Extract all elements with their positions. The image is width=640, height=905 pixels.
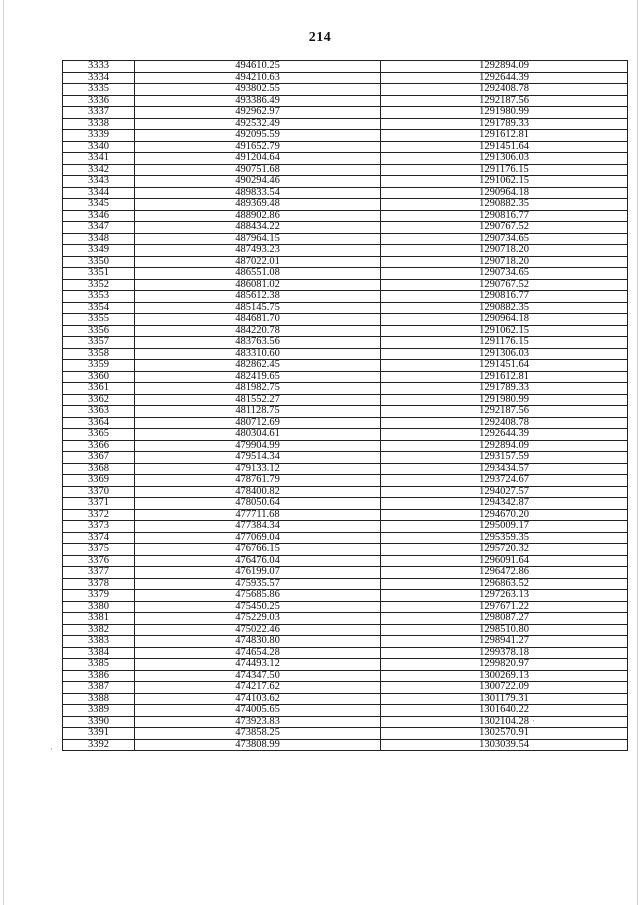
y-coordinate-cell: 1297671.22 xyxy=(381,601,628,613)
scan-speck: · xyxy=(50,744,53,754)
x-coordinate-cell: 492962.97 xyxy=(135,107,381,119)
table-row xyxy=(63,429,628,441)
y-coordinate-cell: 1299378.18 xyxy=(381,647,628,659)
point-number-cell: 3376 xyxy=(63,555,135,567)
scan-speck: · xyxy=(532,716,535,726)
point-number-cell: 3385 xyxy=(63,659,135,671)
point-number-cell: 3379 xyxy=(63,590,135,602)
point-number-cell: 3333 xyxy=(63,61,135,73)
point-number-cell: 3349 xyxy=(63,245,135,257)
table-row xyxy=(63,590,628,602)
x-coordinate-cell: 478761.79 xyxy=(135,475,381,487)
scan-edge-left xyxy=(3,0,4,905)
x-coordinate-cell: 476476.04 xyxy=(135,555,381,567)
y-coordinate-cell: 1291789.33 xyxy=(381,118,628,130)
point-number-cell: 3382 xyxy=(63,624,135,636)
point-number-cell: 3350 xyxy=(63,256,135,268)
table-row xyxy=(63,475,628,487)
x-coordinate-cell: 490751.68 xyxy=(135,164,381,176)
y-coordinate-cell: 1301179.31 xyxy=(381,693,628,705)
point-number-cell: 3354 xyxy=(63,302,135,314)
x-coordinate-cell: 473858.25 xyxy=(135,728,381,740)
y-coordinate-cell: 1291176.15 xyxy=(381,164,628,176)
x-coordinate-cell: 481982.75 xyxy=(135,383,381,395)
table-row xyxy=(63,371,628,383)
y-coordinate-cell: 1293434.57 xyxy=(381,463,628,475)
table-row xyxy=(63,417,628,429)
point-number-cell: 3361 xyxy=(63,383,135,395)
table-row xyxy=(63,440,628,452)
x-coordinate-cell: 479904.99 xyxy=(135,440,381,452)
point-number-cell: 3347 xyxy=(63,222,135,234)
coordinates-table-body xyxy=(63,61,628,751)
y-coordinate-cell: 1298941.27 xyxy=(381,636,628,648)
x-coordinate-cell: 493386.49 xyxy=(135,95,381,107)
point-number-cell: 3335 xyxy=(63,84,135,96)
x-coordinate-cell: 491204.64 xyxy=(135,153,381,165)
y-coordinate-cell: 1295009.17 xyxy=(381,521,628,533)
x-coordinate-cell: 492095.59 xyxy=(135,130,381,142)
point-number-cell: 3384 xyxy=(63,647,135,659)
y-coordinate-cell: 1292894.09 xyxy=(381,61,628,73)
table-row xyxy=(63,360,628,372)
x-coordinate-cell: 481552.27 xyxy=(135,394,381,406)
point-number-cell: 3391 xyxy=(63,728,135,740)
y-coordinate-cell: 1290718.20 xyxy=(381,256,628,268)
y-coordinate-cell: 1299820.97 xyxy=(381,659,628,671)
point-number-cell: 3338 xyxy=(63,118,135,130)
y-coordinate-cell: 1292187.56 xyxy=(381,406,628,418)
point-number-cell: 3356 xyxy=(63,325,135,337)
point-number-cell: 3370 xyxy=(63,486,135,498)
y-coordinate-cell: 1290964.18 xyxy=(381,314,628,326)
x-coordinate-cell: 474493.12 xyxy=(135,659,381,671)
y-coordinate-cell: 1291176.15 xyxy=(381,337,628,349)
coordinates-table xyxy=(62,60,628,751)
point-number-cell: 3358 xyxy=(63,348,135,360)
table-row xyxy=(63,107,628,119)
y-coordinate-cell: 1291451.64 xyxy=(381,141,628,153)
y-coordinate-cell: 1290734.65 xyxy=(381,233,628,245)
point-number-cell: 3352 xyxy=(63,279,135,291)
table-row xyxy=(63,705,628,717)
y-coordinate-cell: 1290718.20 xyxy=(381,245,628,257)
y-coordinate-cell: 1296091.64 xyxy=(381,555,628,567)
x-coordinate-cell: 473808.99 xyxy=(135,739,381,751)
table-row xyxy=(63,532,628,544)
table-row xyxy=(63,509,628,521)
x-coordinate-cell: 486081.02 xyxy=(135,279,381,291)
point-number-cell: 3392 xyxy=(63,739,135,751)
x-coordinate-cell: 477711.68 xyxy=(135,509,381,521)
y-coordinate-cell: 1291612.81 xyxy=(381,371,628,383)
table-row xyxy=(63,601,628,613)
point-number-cell: 3387 xyxy=(63,682,135,694)
scan-edge-right xyxy=(637,0,638,905)
y-coordinate-cell: 1290816.77 xyxy=(381,210,628,222)
table-row xyxy=(63,210,628,222)
point-number-cell: 3371 xyxy=(63,498,135,510)
point-number-cell: 3340 xyxy=(63,141,135,153)
point-number-cell: 3362 xyxy=(63,394,135,406)
table-row xyxy=(63,521,628,533)
point-number-cell: 3377 xyxy=(63,567,135,579)
table-row xyxy=(63,141,628,153)
table-row xyxy=(63,84,628,96)
y-coordinate-cell: 1292408.78 xyxy=(381,84,628,96)
point-number-cell: 3334 xyxy=(63,72,135,84)
table-row xyxy=(63,394,628,406)
x-coordinate-cell: 476199.07 xyxy=(135,567,381,579)
point-number-cell: 3375 xyxy=(63,544,135,556)
table-row xyxy=(63,670,628,682)
x-coordinate-cell: 492532.49 xyxy=(135,118,381,130)
point-number-cell: 3353 xyxy=(63,291,135,303)
x-coordinate-cell: 475229.03 xyxy=(135,613,381,625)
x-coordinate-cell: 484220.78 xyxy=(135,325,381,337)
x-coordinate-cell: 475450.25 xyxy=(135,601,381,613)
table-row xyxy=(63,72,628,84)
table-row xyxy=(63,222,628,234)
y-coordinate-cell: 1297263.13 xyxy=(381,590,628,602)
table-row xyxy=(63,682,628,694)
y-coordinate-cell: 1291980.99 xyxy=(381,394,628,406)
y-coordinate-cell: 1296863.52 xyxy=(381,578,628,590)
point-number-cell: 3357 xyxy=(63,337,135,349)
table-row xyxy=(63,544,628,556)
table-row xyxy=(63,383,628,395)
y-coordinate-cell: 1294342.87 xyxy=(381,498,628,510)
x-coordinate-cell: 487493.23 xyxy=(135,245,381,257)
table-row xyxy=(63,279,628,291)
point-number-cell: 3341 xyxy=(63,153,135,165)
x-coordinate-cell: 485145.75 xyxy=(135,302,381,314)
table-row xyxy=(63,233,628,245)
table-row xyxy=(63,348,628,360)
y-coordinate-cell: 1291451.64 xyxy=(381,360,628,372)
y-coordinate-cell: 1294670.20 xyxy=(381,509,628,521)
table-row xyxy=(63,624,628,636)
table-row xyxy=(63,693,628,705)
point-number-cell: 3355 xyxy=(63,314,135,326)
x-coordinate-cell: 494610.25 xyxy=(135,61,381,73)
x-coordinate-cell: 491652.79 xyxy=(135,141,381,153)
x-coordinate-cell: 473923.83 xyxy=(135,716,381,728)
y-coordinate-cell: 1290734.65 xyxy=(381,268,628,280)
x-coordinate-cell: 475935.57 xyxy=(135,578,381,590)
point-number-cell: 3337 xyxy=(63,107,135,119)
table-row xyxy=(63,291,628,303)
y-coordinate-cell: 1292187.56 xyxy=(381,95,628,107)
point-number-cell: 3364 xyxy=(63,417,135,429)
y-coordinate-cell: 1298510.80 xyxy=(381,624,628,636)
point-number-cell: 3373 xyxy=(63,521,135,533)
x-coordinate-cell: 475022.46 xyxy=(135,624,381,636)
table-row xyxy=(63,555,628,567)
point-number-cell: 3366 xyxy=(63,440,135,452)
y-coordinate-cell: 1301640.22 xyxy=(381,705,628,717)
table-row xyxy=(63,463,628,475)
point-number-cell: 3363 xyxy=(63,406,135,418)
y-coordinate-cell: 1295720.32 xyxy=(381,544,628,556)
y-coordinate-cell: 1298087.27 xyxy=(381,613,628,625)
y-coordinate-cell: 1291980.99 xyxy=(381,107,628,119)
x-coordinate-cell: 479133.12 xyxy=(135,463,381,475)
y-coordinate-cell: 1303039.54 xyxy=(381,739,628,751)
point-number-cell: 3343 xyxy=(63,176,135,188)
x-coordinate-cell: 494210.63 xyxy=(135,72,381,84)
x-coordinate-cell: 481128.75 xyxy=(135,406,381,418)
table-row xyxy=(63,314,628,326)
table-row xyxy=(63,61,628,73)
point-number-cell: 3365 xyxy=(63,429,135,441)
table-row xyxy=(63,268,628,280)
table-row xyxy=(63,716,628,728)
table-row xyxy=(63,130,628,142)
x-coordinate-cell: 487022.01 xyxy=(135,256,381,268)
page-number: 214 xyxy=(308,30,332,45)
x-coordinate-cell: 485612.38 xyxy=(135,291,381,303)
y-coordinate-cell: 1300269.13 xyxy=(381,670,628,682)
table-row xyxy=(63,256,628,268)
point-number-cell: 3351 xyxy=(63,268,135,280)
table-row xyxy=(63,187,628,199)
point-number-cell: 3342 xyxy=(63,164,135,176)
x-coordinate-cell: 475685.86 xyxy=(135,590,381,602)
point-number-cell: 3383 xyxy=(63,636,135,648)
y-coordinate-cell: 1291062.15 xyxy=(381,325,628,337)
table-row xyxy=(63,567,628,579)
x-coordinate-cell: 482862.45 xyxy=(135,360,381,372)
x-coordinate-cell: 474217.62 xyxy=(135,682,381,694)
y-coordinate-cell: 1292894.09 xyxy=(381,440,628,452)
y-coordinate-cell: 1293157.59 xyxy=(381,452,628,464)
y-coordinate-cell: 1291306.03 xyxy=(381,348,628,360)
point-number-cell: 3339 xyxy=(63,130,135,142)
point-number-cell: 3374 xyxy=(63,532,135,544)
table-row xyxy=(63,498,628,510)
x-coordinate-cell: 484681.70 xyxy=(135,314,381,326)
table-row xyxy=(63,486,628,498)
y-coordinate-cell: 1293724.67 xyxy=(381,475,628,487)
table-row xyxy=(63,199,628,211)
point-number-cell: 3346 xyxy=(63,210,135,222)
table-row xyxy=(63,739,628,751)
y-coordinate-cell: 1292644.39 xyxy=(381,429,628,441)
x-coordinate-cell: 474830.80 xyxy=(135,636,381,648)
x-coordinate-cell: 474347.50 xyxy=(135,670,381,682)
table-row xyxy=(63,728,628,740)
table-row xyxy=(63,245,628,257)
x-coordinate-cell: 474103.62 xyxy=(135,693,381,705)
table-row xyxy=(63,118,628,130)
point-number-cell: 3344 xyxy=(63,187,135,199)
point-number-cell: 3367 xyxy=(63,452,135,464)
table-row xyxy=(63,647,628,659)
x-coordinate-cell: 479514.34 xyxy=(135,452,381,464)
y-coordinate-cell: 1294027.57 xyxy=(381,486,628,498)
y-coordinate-cell: 1302104.28 xyxy=(381,716,628,728)
x-coordinate-cell: 486551.08 xyxy=(135,268,381,280)
y-coordinate-cell: 1291612.81 xyxy=(381,130,628,142)
x-coordinate-cell: 477069.04 xyxy=(135,532,381,544)
x-coordinate-cell: 480304.61 xyxy=(135,429,381,441)
table-row xyxy=(63,337,628,349)
x-coordinate-cell: 489833.54 xyxy=(135,187,381,199)
table-row xyxy=(63,659,628,671)
table-row xyxy=(63,302,628,314)
point-number-cell: 3381 xyxy=(63,613,135,625)
x-coordinate-cell: 493802.55 xyxy=(135,84,381,96)
point-number-cell: 3336 xyxy=(63,95,135,107)
point-number-cell: 3368 xyxy=(63,463,135,475)
table-row xyxy=(63,95,628,107)
x-coordinate-cell: 474654.28 xyxy=(135,647,381,659)
y-coordinate-cell: 1302570.91 xyxy=(381,728,628,740)
point-number-cell: 3360 xyxy=(63,371,135,383)
y-coordinate-cell: 1291789.33 xyxy=(381,383,628,395)
y-coordinate-cell: 1290882.35 xyxy=(381,302,628,314)
table-row xyxy=(63,153,628,165)
y-coordinate-cell: 1290964.18 xyxy=(381,187,628,199)
point-number-cell: 3386 xyxy=(63,670,135,682)
y-coordinate-cell: 1296472.86 xyxy=(381,567,628,579)
point-number-cell: 3378 xyxy=(63,578,135,590)
y-coordinate-cell: 1300722.09 xyxy=(381,682,628,694)
x-coordinate-cell: 478400.82 xyxy=(135,486,381,498)
table-row xyxy=(63,613,628,625)
table-row xyxy=(63,325,628,337)
table-row xyxy=(63,452,628,464)
x-coordinate-cell: 488434.22 xyxy=(135,222,381,234)
y-coordinate-cell: 1295359.35 xyxy=(381,532,628,544)
x-coordinate-cell: 478050.64 xyxy=(135,498,381,510)
y-coordinate-cell: 1291306.03 xyxy=(381,153,628,165)
x-coordinate-cell: 483763.56 xyxy=(135,337,381,349)
y-coordinate-cell: 1290882.35 xyxy=(381,199,628,211)
x-coordinate-cell: 489369.48 xyxy=(135,199,381,211)
y-coordinate-cell: 1290767.52 xyxy=(381,222,628,234)
y-coordinate-cell: 1292408.78 xyxy=(381,417,628,429)
y-coordinate-cell: 1292644.39 xyxy=(381,72,628,84)
table-row xyxy=(63,636,628,648)
table-row xyxy=(63,578,628,590)
x-coordinate-cell: 474005.65 xyxy=(135,705,381,717)
point-number-cell: 3372 xyxy=(63,509,135,521)
x-coordinate-cell: 482419.65 xyxy=(135,371,381,383)
x-coordinate-cell: 480712.69 xyxy=(135,417,381,429)
x-coordinate-cell: 477384.34 xyxy=(135,521,381,533)
point-number-cell: 3390 xyxy=(63,716,135,728)
point-number-cell: 3389 xyxy=(63,705,135,717)
point-number-cell: 3369 xyxy=(63,475,135,487)
table-row xyxy=(63,164,628,176)
x-coordinate-cell: 487964.15 xyxy=(135,233,381,245)
point-number-cell: 3388 xyxy=(63,693,135,705)
x-coordinate-cell: 488902.86 xyxy=(135,210,381,222)
y-coordinate-cell: 1290816.77 xyxy=(381,291,628,303)
point-number-cell: 3380 xyxy=(63,601,135,613)
y-coordinate-cell: 1291062.15 xyxy=(381,176,628,188)
point-number-cell: 3345 xyxy=(63,199,135,211)
x-coordinate-cell: 476766.15 xyxy=(135,544,381,556)
point-number-cell: 3348 xyxy=(63,233,135,245)
x-coordinate-cell: 483310.60 xyxy=(135,348,381,360)
table-row xyxy=(63,176,628,188)
x-coordinate-cell: 490294.46 xyxy=(135,176,381,188)
table-row xyxy=(63,406,628,418)
y-coordinate-cell: 1290767.52 xyxy=(381,279,628,291)
point-number-cell: 3359 xyxy=(63,360,135,372)
